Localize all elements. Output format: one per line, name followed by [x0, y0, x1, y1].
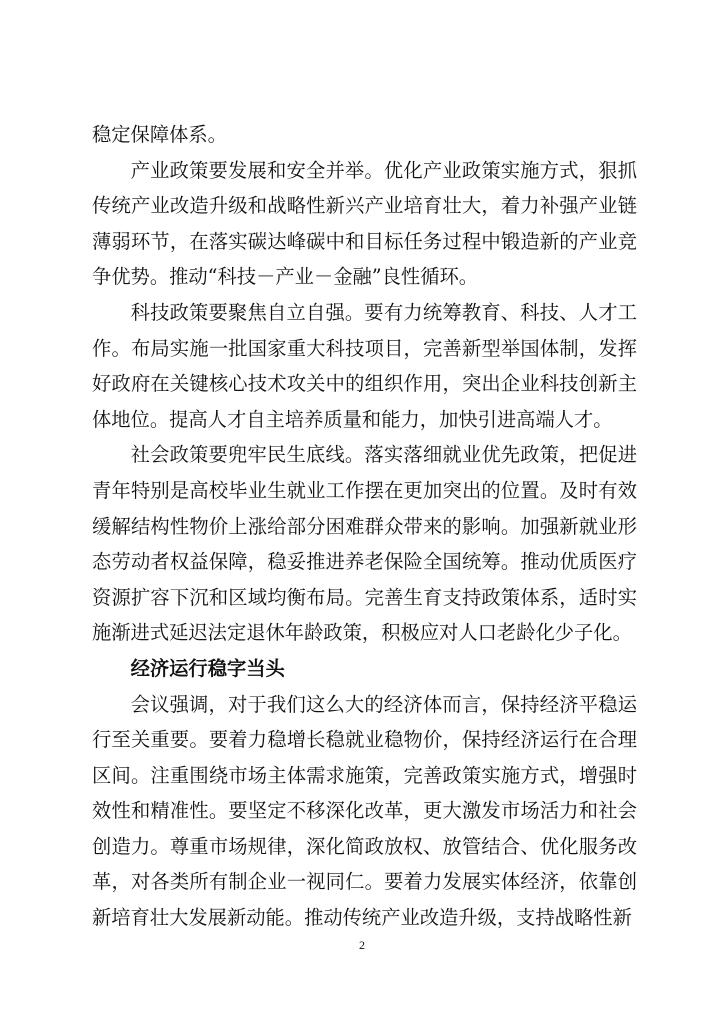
- paragraph-economic-operation: 会议强调，对于我们这么大的经济体而言，保持经济平稳运行至关重要。要着力稳增长稳就业稳物价，保持经济运行在合理区间。注重围绕市场主体需求施策，完善政策实施方式，增强时效性和精准性。要坚定不移深化改革，更大激发市场活力和社会创造力。尊重市场规律，深化简政放权、放管结合、优化服务改革，对各类所有制企业一视同仁。要着力发展实体经济，依靠创新培育壮大发展新动能。推动传统产业改造升级，支持战略性新: [92, 692, 637, 930]
- section-heading: 经济运行稳字当头: [130, 656, 285, 680]
- paragraph-technology-policy: 科技政策要聚焦自立自强。要有力统筹教育、科技、人才工作。布局实施一批国家重大科技项目，完善新型举国体制，发挥好政府在关键核心技术攻关中的组织作用，突出企业科技创新主体地位。提高人才自主培养质量和能力，加快引进高端人才。: [92, 300, 637, 431]
- paragraph-industrial-policy: 产业政策要发展和安全并举。优化产业政策实施方式，狠抓传统产业改造升级和战略性新兴产业培育壮大，着力补强产业链薄弱环节，在落实碳达峰碳中和目标任务过程中锻造新的产业竞争优势。推动“科技－产业－金融”良性循环。: [92, 158, 637, 289]
- page-body: [92, 117, 637, 936]
- paragraph-social-policy: 社会政策要兜牢民生底线。落实落细就业优先政策，把促进青年特别是高校毕业生就业工作摆在更加突出的位置。及时有效缓解结构性物价上涨给部分困难群众带来的影响。加强新就业形态劳动者权益保障，稳妥推进养老保险全国统筹。推动优质医疗资源扩容下沉和区域均衡布局。完善生育支持政策体系，适时实施渐进式延迟法定退休年龄政策，积极应对人口老龄化少子化。: [92, 443, 637, 645]
- paragraph-continuation: 稳定保障体系。: [92, 123, 227, 146]
- page-number: 2: [359, 938, 365, 952]
